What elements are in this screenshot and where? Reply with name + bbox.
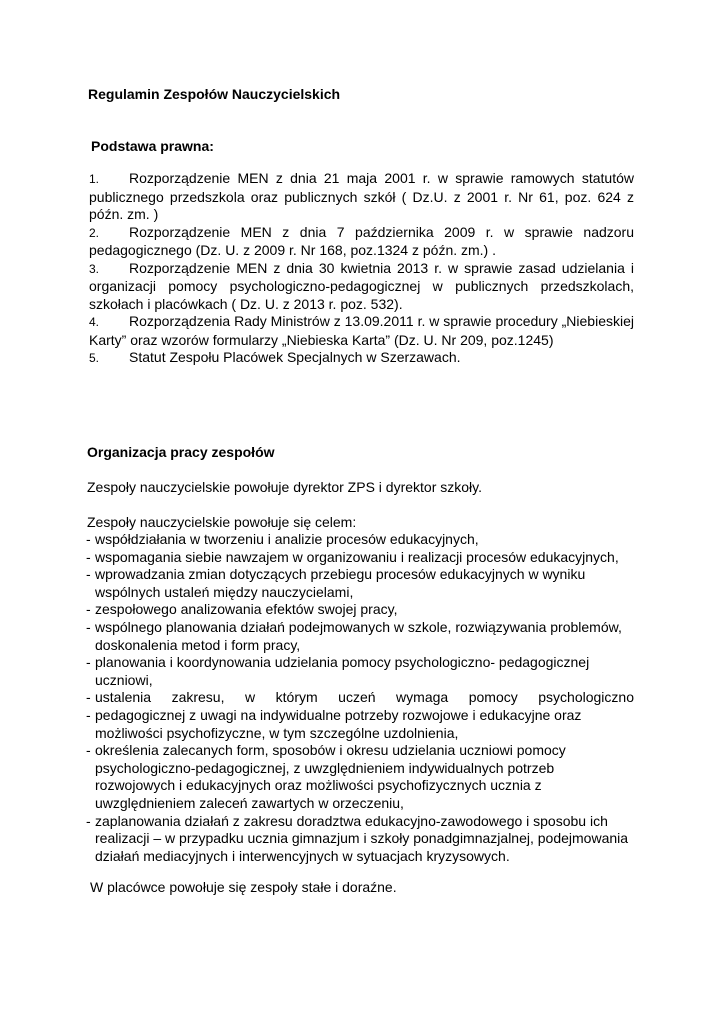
list-item: - określenia zalecanych form, sposobów i okresu udzielania uczniowi pomocy psychologiczno-pedagogicznej, z uwzględnieniem indywidualnych potrzeb rozwojowych i edukacyjnych oraz możliwości psychofizycznych ucznia z uwzględnieniem zaleceń zawartych w orzeczeniu,: [86, 742, 566, 811]
item-text: Rozporządzenie MEN z dnia 7 października 2009 r. w sprawie nadzoru pedagogicznego (Dz. U. z 2009 r. Nr 168, poz.1324 z późn. zm.) .: [89, 223, 634, 258]
item-number: 4.: [89, 315, 100, 329]
legal-basis-heading: Podstawa prawna:: [91, 138, 214, 154]
list-item: - planowania i koordynowania udzielania pomocy psychologiczno- pedagogicznej uczniowi,: [86, 654, 590, 688]
item-number: 1.: [89, 172, 100, 186]
list-item: - wprowadzania zmian dotyczących przebiegu procesów edukacyjnych w wyniku wspólnych ustaleń między nauczycielami,: [86, 566, 586, 600]
list-item: - zespołowego analizowania efektów swojej pracy,: [86, 601, 398, 618]
goals-list: [86, 531, 634, 865]
teams-note: W placówce powołuje się zespoły stałe i doraźne.: [90, 879, 397, 895]
legal-basis-item: [89, 260, 634, 314]
legal-basis-list: [89, 170, 634, 368]
list-item: - współdziałania w tworzeniu i analizie procesów edukacyjnych,: [86, 531, 479, 547]
document-title: Regulamin Zespołów Nauczycielskich: [88, 86, 341, 102]
legal-basis-item: [89, 313, 634, 349]
item-text: Statut Zespołu Placówek Specjalnych w Szerzawach.: [129, 349, 461, 365]
list-item: - ustalenia zakresu, w którym uczeń wymaga pomocy psychologiczno: [86, 689, 634, 706]
item-text: Rozporządzenia Rady Ministrów z 13.09.2011 r. w sprawie procedury „Niebieskiej Karty” oraz wzorów formularzy „Niebieska Karta” (Dz. U. Nr 209, poz.1245): [89, 313, 634, 348]
list-item: - wspólnego planowania działań podejmowanych w szkole, rozwiązywania problemów, doskonalenia metod i form pracy,: [86, 618, 622, 653]
list-item: - zaplanowania działań z zakresu doradztwa edukacyjno-zawodowego i sposobu ich realizacji – w przypadku ucznia gimnazjum i szkoły ponadgimnazjalnej, podejmowania działań mediacyjnych i interwencyjnych w sytuacjach kryzysowych.: [86, 812, 629, 864]
organization-heading: Organizacja pracy zespołów: [87, 444, 275, 460]
list-item: - wspomagania siebie nawzajem w organizowaniu i realizacji procesów edukacyjnych,: [86, 548, 619, 565]
legal-basis-item: [89, 224, 634, 260]
item-number: 2.: [89, 225, 100, 240]
item-text: Rozporządzenie MEN z dnia 30 kwietnia 2013 r. w sprawie zasad udzielania i organizacji pomocy psychologiczno-pedagogicznej w publicznych przedszkolach, szkołach i placówkach ( Dz. U. z 2013 r. poz. 532).: [89, 259, 634, 312]
item-text: Rozporządzenie MEN z dnia 21 maja 2001 r. w sprawie ramowych statutów publicznego przedszkola oraz publicznych szkół ( Dz.U. z 2001 r. Nr 61, poz. 624 z późn. zm. ): [89, 170, 634, 222]
goals-intro: Zespoły nauczycielskie powołuje się celem:: [87, 514, 357, 530]
legal-basis-item: [89, 349, 634, 368]
appointment-paragraph: Zespoły nauczycielskie powołuje dyrektor ZPS i dyrektor szkoły.: [87, 479, 483, 495]
list-item: - pedagogicznej z uwagi na indywidualne potrzeby rozwojowe i edukacyjne oraz możliwości psychofizyczne, w tym szczególne uzdolnienia,: [86, 706, 582, 741]
legal-basis-item: [89, 170, 634, 224]
item-number: 5.: [89, 351, 100, 365]
item-number: 3.: [89, 261, 100, 276]
